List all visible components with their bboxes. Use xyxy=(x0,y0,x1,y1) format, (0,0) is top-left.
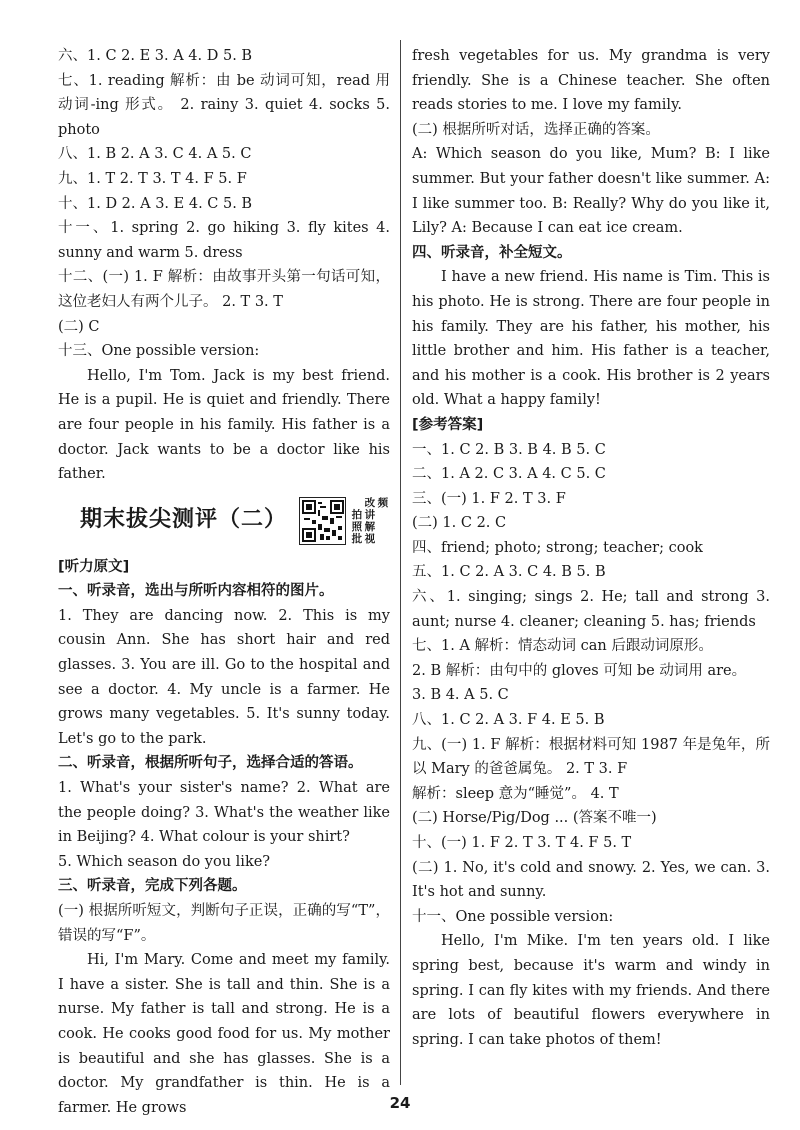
scan-char: 讲 xyxy=(364,508,376,521)
scan-char: 照 xyxy=(351,520,363,533)
scan-char: 解 xyxy=(364,520,376,533)
answer-line: 十一、1. spring 2. go hiking 3. fly kites 4. sunny and warm 5. dress xyxy=(58,220,390,261)
column-divider xyxy=(400,40,401,1085)
answer-line: 2. B 解析：由句中的 gloves 可知 be 动词用 are。 xyxy=(412,662,747,679)
answer-line: 九、1. T 2. T 3. T 4. F 5. F xyxy=(58,170,247,187)
page-title: 期末拔尖测评（二） xyxy=(80,507,288,533)
answer-line: 七、1. reading 解析：由 be 动词可知，read 用动词-ing 形式。 2. rainy 3. quiet 4. socks 5. photo xyxy=(58,72,390,138)
section-text: 1. What's your sister's name? 2. What are the people doing? 3. What's the weather like in Beijing? 4. What colour is your shirt? xyxy=(58,780,390,846)
section-title: 三、听录音，完成下列各题。 xyxy=(58,878,247,895)
right-column xyxy=(412,44,770,1052)
answer-line: (二) Horse/Pig/Dog ... (答案不唯一) xyxy=(412,810,657,827)
answer-line: 二、1. A 2. C 3. A 4. C 5. C xyxy=(412,466,606,483)
answer-line: 七、1. A 解析：情态动词 can 后跟动词原形。 xyxy=(412,638,713,655)
answer-line: 五、1. C 2. A 3. C 4. B 5. B xyxy=(412,564,606,581)
section-header: [参考答案] xyxy=(412,416,484,433)
answer-line: 十、1. D 2. A 3. E 4. C 5. B xyxy=(58,195,253,212)
passage-paragraph: I have a new friend. His name is Tim. This is his photo. He is strong. There are four people in his family. They are his father, his mother, his little brother and him. His father is a teacher, and his mother is a cook. His brother is 2 years old. What a happy family! xyxy=(412,269,770,409)
answer-line: 八、1. B 2. A 3. C 4. A 5. C xyxy=(58,146,252,163)
essay-paragraph: Hello, I'm Mike. I'm ten years old. I like spring best, because it's warm and windy in spring. I can fly kites with my friends. And there are lots of beautiful flowers everywhere in spring. I can take photos of them! xyxy=(412,933,770,1048)
passage-paragraph: Hi, I'm Mary. Come and meet my family. I have a sister. She is tall and thin. She is a nurse. My father is tall and strong. He is a cook. He cooks good food for us. My mother is beautiful and she has glasses. She is a doctor. My grandfather is thin. He is a farmer. He grows xyxy=(58,952,390,1116)
scan-char: 拍 xyxy=(351,508,363,521)
answer-line: 三、(一) 1. F 2. T 3. F xyxy=(412,490,566,507)
dialog-text: A: Which season do you like, Mum? B: I like summer. But your father doesn't like summer. A: I like summer too. B: Really? Why do you like it, Lily? A: Because I can eat ice cream. xyxy=(412,146,770,237)
qr-code-icon xyxy=(299,497,347,545)
answer-line: (二) C xyxy=(58,318,100,335)
section-title: 一、听录音，选出与所听内容相符的图片。 xyxy=(58,583,334,600)
answer-line: 一、1. C 2. B 3. B 4. B 5. C xyxy=(412,441,606,458)
page-number: 24 xyxy=(389,1094,411,1112)
answer-line: 十三、One possible version: xyxy=(58,343,260,360)
answer-line: 十二、(一) 1. F 解析：由故事开头第一句话可知，这位老妇人有两个儿子。 2. T 3. T xyxy=(58,269,390,310)
answer-line: 十一、One possible version: xyxy=(412,908,614,925)
section-header: [听力原文] xyxy=(58,558,130,575)
subsection-title: (一) 根据所听短文，判断句子正误，正确的写“T”，错误的写“F”。 xyxy=(58,903,390,944)
answer-line: 八、1. C 2. A 3. F 4. E 5. B xyxy=(412,712,605,729)
subsection-title: (二) 根据所听对话，选择正确的答案。 xyxy=(412,121,660,138)
section-text: 5. Which season do you like? xyxy=(58,853,271,870)
test-title-row xyxy=(58,493,390,549)
answer-line: 十、(一) 1. F 2. T 3. T 4. F 5. T xyxy=(412,835,632,851)
answer-line: 解析：sleep 意为“睡觉”。 4. T xyxy=(412,785,619,802)
scan-char: 频 xyxy=(377,496,389,509)
section-title: 四、听录音，补全短文。 xyxy=(412,244,572,261)
answer-line: (二) 1. C 2. C xyxy=(412,515,507,532)
scan-label xyxy=(350,497,390,545)
answer-line: 九、(一) 1. F 解析：根据材料可知 1987 年是兔年，所以 Mary 的爸爸属兔。 2. T 3. F xyxy=(412,736,770,778)
answer-line: 3. B 4. A 5. C xyxy=(412,687,509,704)
passage-paragraph: fresh vegetables for us. My grandma is very friendly. She is a Chinese teacher. She often reads stories to me. I love my family. xyxy=(412,48,770,114)
scan-char: 视 xyxy=(364,532,376,545)
scan-char: 改 xyxy=(364,496,376,509)
answer-line: 四、friend; photo; strong; teacher; cook xyxy=(412,539,703,556)
section-text: 1. They are dancing now. 2. This is my cousin Ann. She has short hair and red glasses. 3. You are ill. Go to the hospital and see a doctor. 4. My uncle is a farmer. He grows many vegetables. 5. It's sunny today. Let's go to the park. xyxy=(58,607,390,747)
section-title: 二、听录音，根据所听句子，选择合适的答语。 xyxy=(58,755,363,772)
scan-char: 批 xyxy=(351,532,363,545)
left-column xyxy=(58,44,390,1120)
answer-line: 六、1. C 2. E 3. A 4. D 5. B xyxy=(58,48,253,64)
answer-line: (二) 1. No, it's cold and snowy. 2. Yes, we can. 3. It's hot and sunny. xyxy=(412,859,770,901)
answer-line: 六、1. singing; sings 2. He; tall and strong 3. aunt; nurse 4. cleaner; cleaning 5. has; friends xyxy=(412,589,770,630)
essay-paragraph: Hello, I'm Tom. Jack is my best friend. He is a pupil. He is quiet and friendly. There are four people in his family. His father is a doctor. Jack wants to be a doctor like his father. xyxy=(58,367,390,483)
